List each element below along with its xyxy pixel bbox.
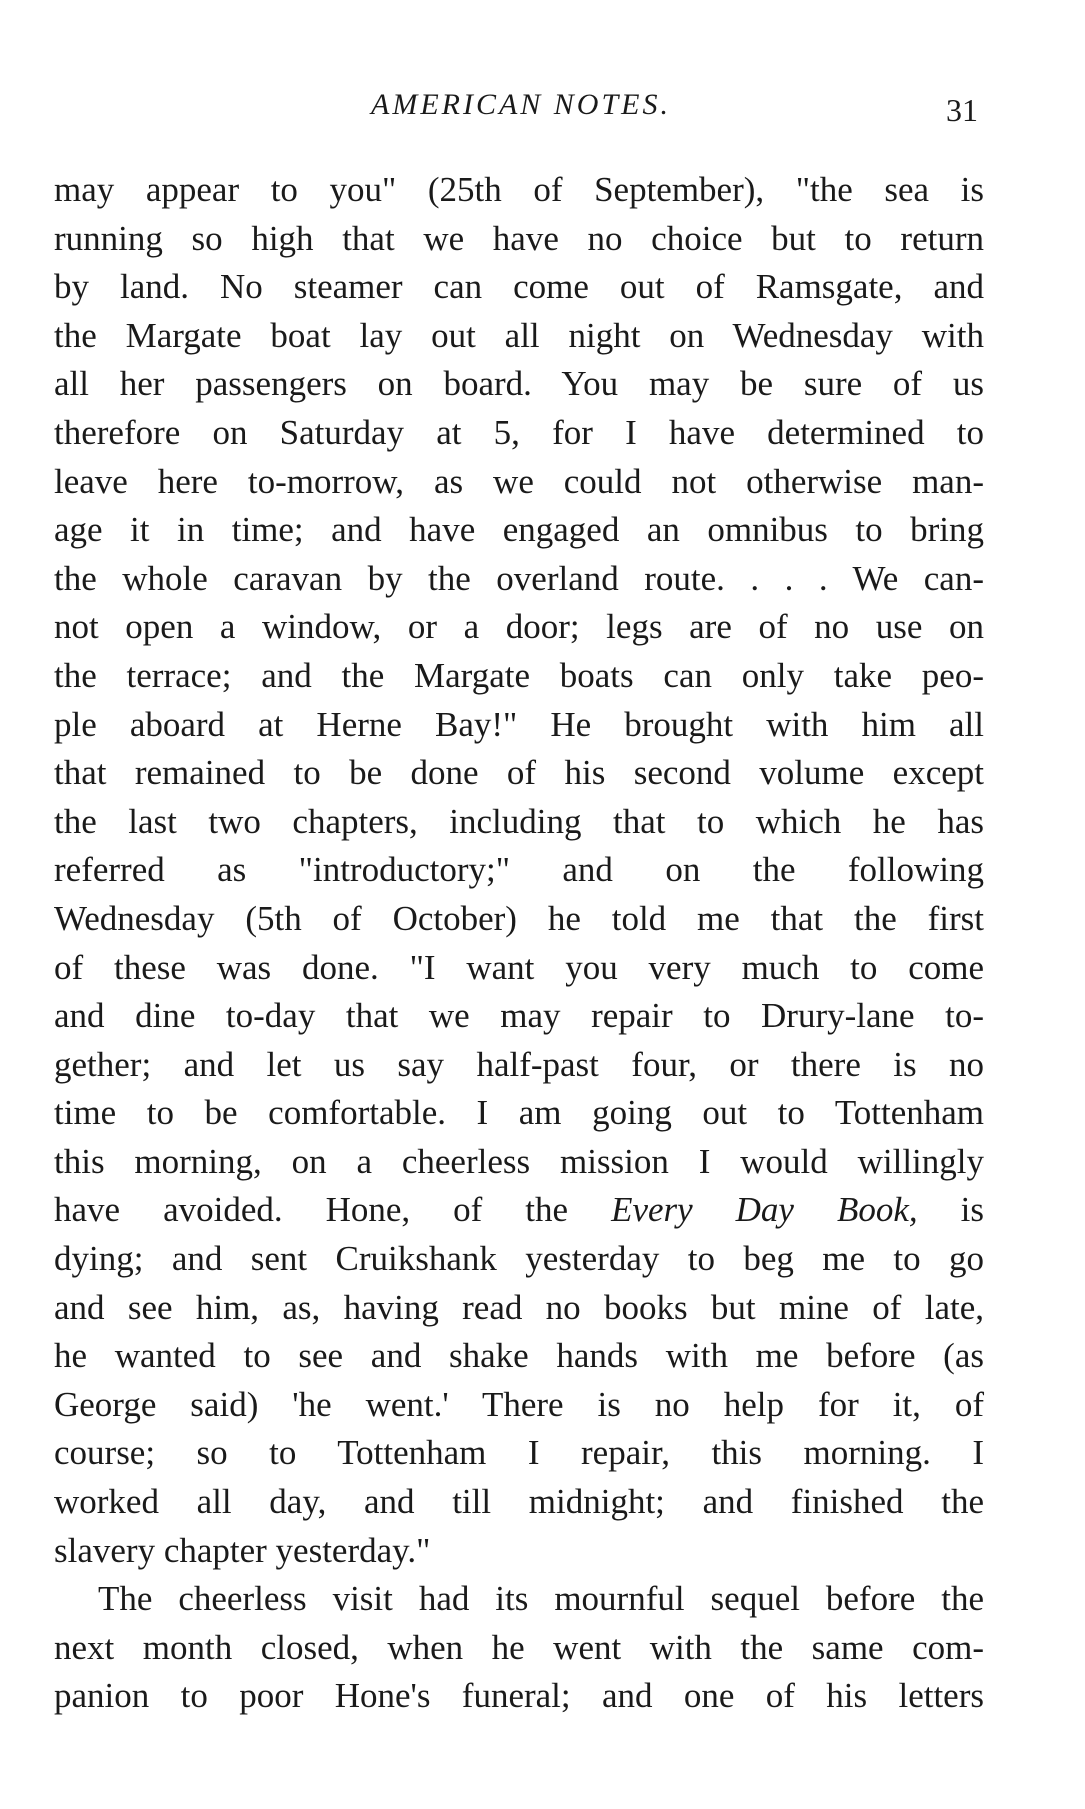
text-line-with-italic-title — [54, 1186, 984, 1235]
text-line: panion to poor Hone's funeral; and one of his letters — [54, 1676, 984, 1716]
text-line: worked all day, and till midnight; and finished the — [54, 1482, 984, 1522]
text-line: by land. No steamer can come out of Ramsgate, and — [54, 267, 984, 307]
text-line: and dine to-day that we may repair to Drury-lane to- — [54, 996, 984, 1036]
text-line: of these was done. "I want you very much to come — [54, 947, 984, 987]
text-line: George said) 'he went.' There is no help for it, of — [54, 1384, 984, 1424]
text-line: the Margate boat lay out all night on Wednesday with — [54, 315, 984, 355]
text-line: and see him, as, having read no books but mine of late, — [54, 1287, 984, 1327]
text-line: next month closed, when he went with the same com- — [54, 1627, 984, 1667]
text-line: not open a window, or a door; legs are of no use on — [54, 607, 984, 647]
body-text — [54, 166, 984, 1721]
text-line: he wanted to see and shake hands with me before (as — [54, 1336, 984, 1376]
text-line: ple aboard at Herne Bay!" He brought with him all — [54, 704, 984, 744]
text-line: time to be comfortable. I am going out to Tottenham — [54, 1093, 984, 1133]
page-number: 31 — [946, 92, 978, 128]
text-line: referred as "introductory;" and on the following — [54, 850, 984, 890]
text-line: that remained to be done of his second volume except — [54, 753, 984, 793]
text-line: therefore on Saturday at 5, for I have determined to — [54, 412, 984, 452]
text-line: leave here to-morrow, as we could not otherwise man- — [54, 461, 984, 501]
text-line: age it in time; and have engaged an omnibus to bring — [54, 510, 984, 550]
text-line: the whole caravan by the overland route. . . . We can- — [54, 558, 984, 598]
text-line: gether; and let us say half-past four, or there is no — [54, 1044, 984, 1084]
paragraph-2 — [54, 1575, 984, 1721]
text-line: all her passengers on board. You may be sure of us — [54, 364, 984, 404]
text-line: The cheerless visit had its mournful sequel before the — [98, 1579, 984, 1619]
text-line: running so high that we have no choice but to return — [54, 218, 984, 258]
text-line: the terrace; and the Margate boats can only take peo- — [54, 655, 984, 695]
running-head: AMERICAN NOTES. — [371, 88, 671, 121]
page-header — [56, 88, 986, 138]
text-line: the last two chapters, including that to which he has — [54, 801, 984, 841]
text-line: dying; and sent Cruikshank yesterday to beg me to go — [54, 1239, 984, 1279]
line-text-before: have avoided. Hone, of the — [54, 1190, 612, 1230]
text-line: slavery chapter yesterday." — [54, 1530, 431, 1570]
book-title-italic: Every Day Book, — [611, 1190, 918, 1230]
text-line: this morning, on a cheerless mission I would willingly — [54, 1141, 984, 1181]
text-line: may appear to you" (25th of September), "the sea is — [54, 170, 984, 209]
text-line: course; so to Tottenham I repair, this morning. I — [54, 1433, 984, 1473]
paragraph-1 — [54, 166, 984, 1575]
text-line: Wednesday (5th of October) he told me that the first — [54, 898, 984, 938]
line-text-after: is — [917, 1190, 984, 1230]
